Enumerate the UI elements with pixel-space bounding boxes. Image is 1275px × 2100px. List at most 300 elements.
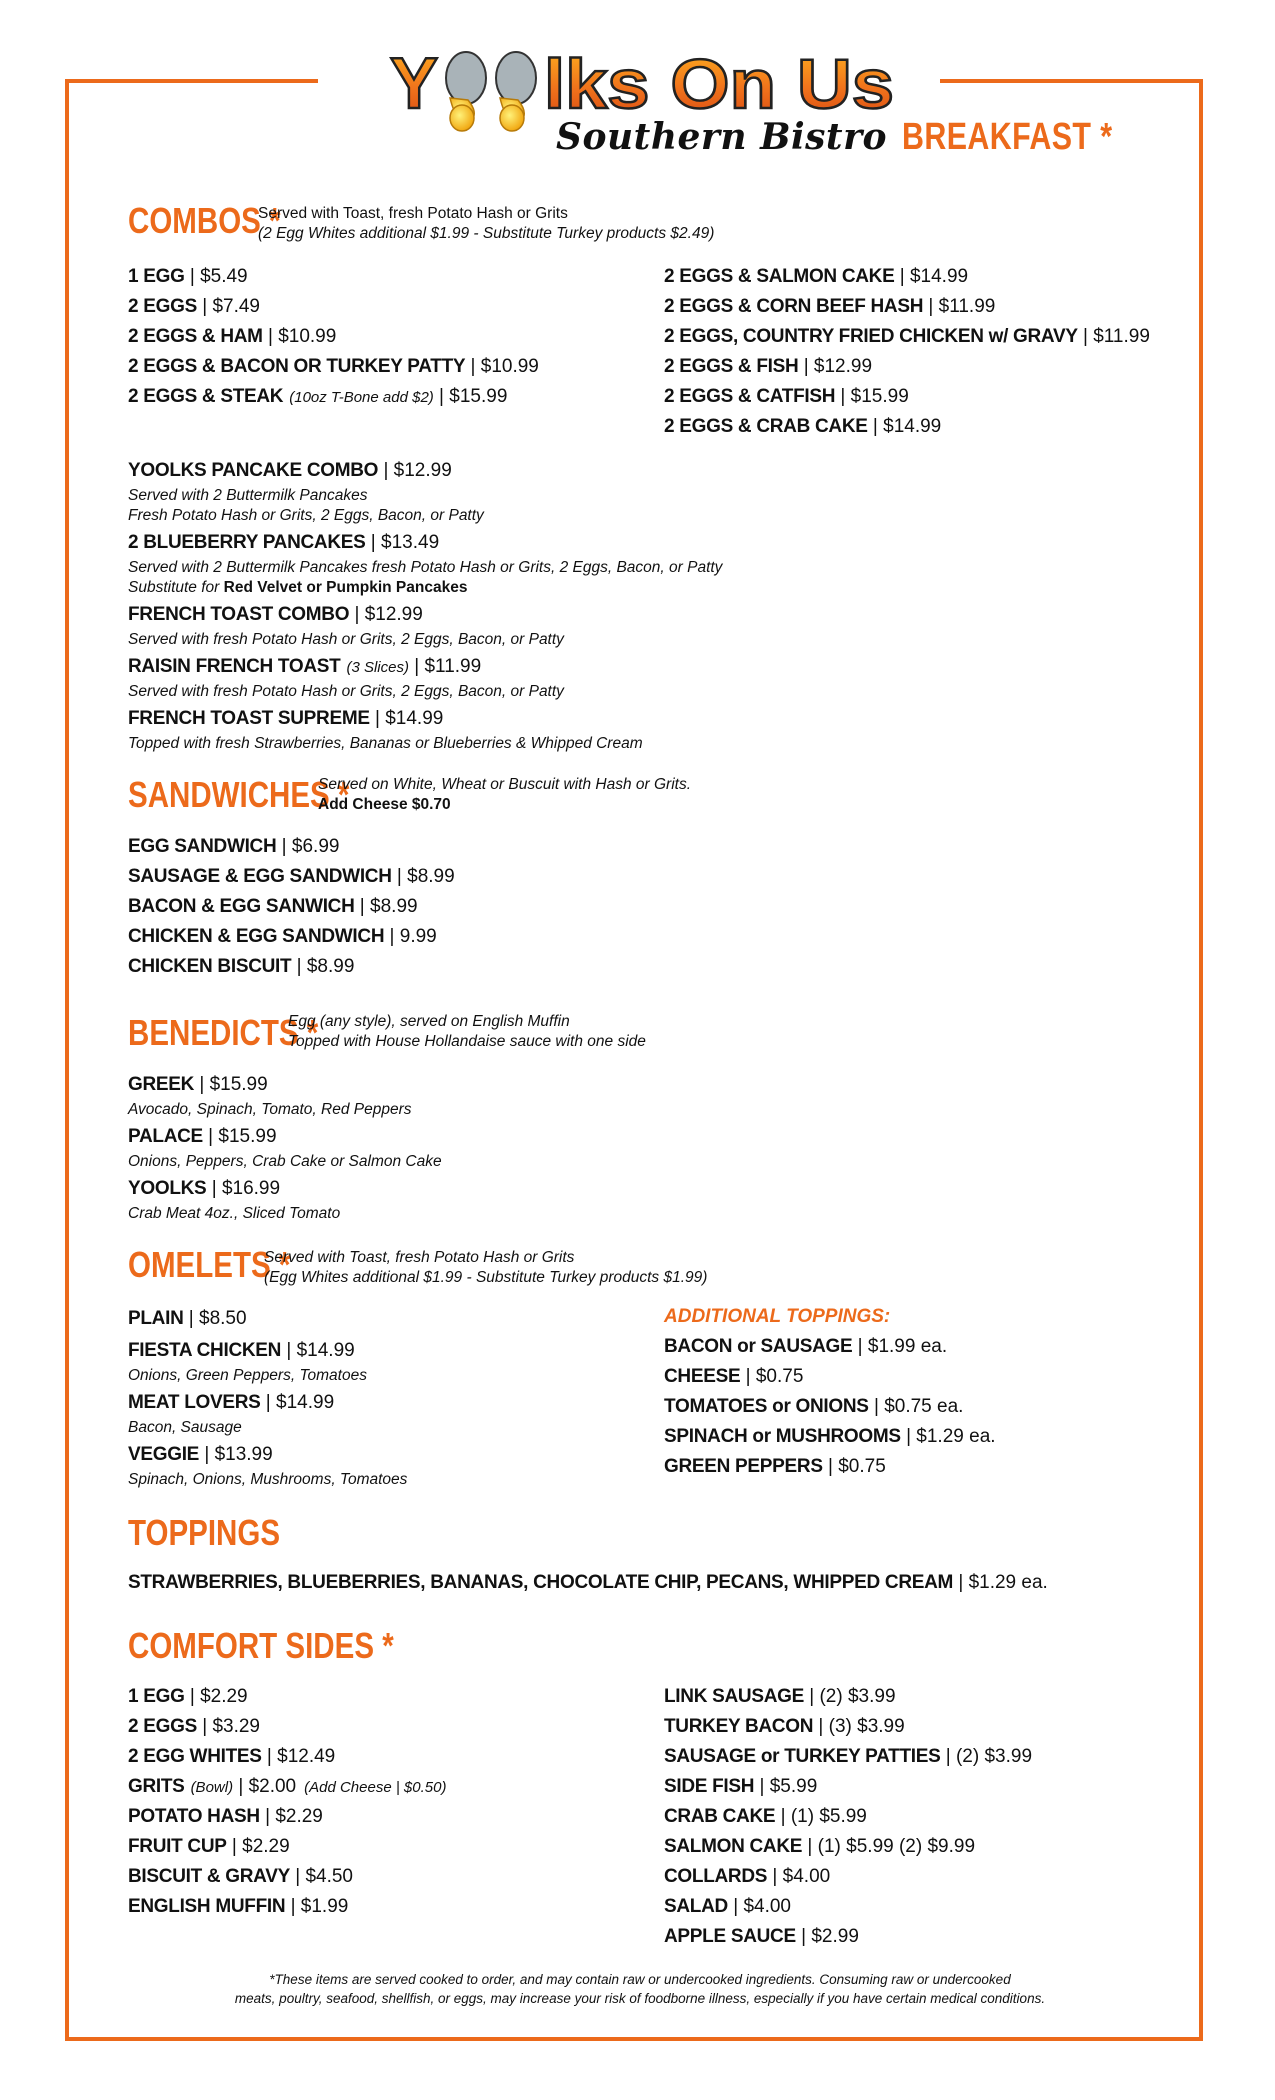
menu-item-separator: | bbox=[291, 956, 307, 977]
menu-item-description: Bacon, Sausage bbox=[128, 1419, 242, 1436]
menu-item-price: $8.99 bbox=[370, 896, 418, 917]
menu-item-name: 2 EGGS & CRAB CAKE bbox=[664, 416, 868, 437]
menu-item-row bbox=[128, 1336, 407, 1366]
menu-item bbox=[128, 704, 722, 754]
menu-item-price: $13.99 bbox=[214, 1444, 273, 1465]
menu-item-price: $1.99 ea. bbox=[867, 1336, 948, 1357]
combos-specials-list bbox=[128, 456, 722, 756]
menu-item-separator: | bbox=[923, 296, 939, 317]
menu-item-description: Topped with fresh Strawberries, Bananas or Blueberries & Whipped Cream bbox=[128, 735, 643, 752]
menu-item bbox=[664, 322, 1150, 352]
menu-item-price: $14.99 bbox=[385, 708, 444, 729]
menu-item bbox=[664, 1712, 1032, 1742]
menu-item-price: $15.99 bbox=[209, 1074, 268, 1095]
combos-note bbox=[258, 204, 714, 244]
menu-item-name: 2 EGGS & CORN BEEF HASH bbox=[664, 296, 924, 317]
menu-item-name: APPLE SAUCE bbox=[664, 1926, 796, 1947]
menu-item-row bbox=[128, 600, 722, 630]
menu-item-price: $15.99 bbox=[218, 1126, 277, 1147]
menu-item-description: Crab Meat 4oz., Sliced Tomato bbox=[128, 1205, 341, 1222]
disclaimer-line1: *These items are served cooked to order, and may contain raw or undercooked ingredients. Consuming raw or undercooked bbox=[269, 1972, 1011, 1987]
menu-item-name: FIESTA CHICKEN bbox=[128, 1340, 282, 1361]
menu-item-row bbox=[128, 1122, 442, 1152]
menu-item-price: $12.99 bbox=[364, 604, 423, 625]
additional-toppings-list bbox=[664, 1332, 996, 1482]
menu-item-name: COLLARDS bbox=[664, 1866, 768, 1887]
menu-item-row bbox=[664, 1772, 1032, 1802]
menu-item bbox=[664, 1892, 1032, 1922]
menu-item bbox=[128, 456, 722, 526]
menu-item bbox=[664, 1362, 996, 1392]
menu-item-name: FRUIT CUP bbox=[128, 1836, 227, 1857]
menu-item-separator: | bbox=[196, 296, 213, 317]
menu-item-separator: | bbox=[822, 1456, 839, 1477]
menu-item-price: $12.99 bbox=[813, 356, 873, 377]
menu-item bbox=[664, 1682, 1032, 1712]
menu-item bbox=[664, 1742, 1032, 1772]
menu-item-name: POTATO HASH bbox=[128, 1806, 260, 1827]
menu-item-name: RAISIN FRENCH TOAST bbox=[128, 656, 341, 677]
menu-item-price: $14.99 bbox=[909, 266, 969, 287]
menu-item-separator: | bbox=[868, 1396, 885, 1417]
menu-item-separator: | bbox=[261, 1746, 278, 1767]
menu-item-row bbox=[664, 382, 1150, 412]
menu-item-name: YOOLKS bbox=[128, 1178, 207, 1199]
substitute-options: Red Velvet or Pumpkin Pancakes bbox=[223, 579, 468, 596]
menu-item-name: 2 EGGS & HAM bbox=[128, 326, 263, 347]
menu-item-separator: | bbox=[260, 1392, 277, 1413]
menu-item-separator: | bbox=[1077, 326, 1094, 347]
menu-item-price: $14.99 bbox=[276, 1392, 335, 1413]
menu-item-row bbox=[128, 652, 722, 682]
menu-item-price: $12.99 bbox=[393, 460, 452, 481]
menu-item-name: 2 EGGS bbox=[128, 296, 197, 317]
menu-item bbox=[128, 1832, 446, 1862]
menu-item-separator: | bbox=[835, 386, 851, 407]
page-title: BREAKFAST * bbox=[902, 116, 1113, 158]
menu-item-row bbox=[128, 862, 455, 892]
menu-item-separator: | bbox=[727, 1896, 744, 1917]
menu-item-name: PLAIN bbox=[128, 1308, 184, 1329]
menu-item-price: $2.29 bbox=[242, 1836, 290, 1857]
combos-left-list bbox=[128, 262, 539, 412]
menu-item-name: PALACE bbox=[128, 1126, 203, 1147]
menu-item-separator: | bbox=[378, 460, 394, 481]
menu-item-price: $5.49 bbox=[200, 266, 248, 287]
menu-item-price: $8.99 bbox=[306, 956, 355, 977]
menu-item bbox=[664, 1772, 1032, 1802]
menu-item bbox=[128, 922, 455, 952]
menu-item-separator: | bbox=[391, 866, 408, 887]
omelets-note-line2: (Egg Whites additional $1.99 - Substitute Turkey products $1.99) bbox=[264, 1269, 708, 1286]
menu-item bbox=[664, 1862, 1032, 1892]
menu-item-separator: | bbox=[754, 1776, 770, 1797]
menu-item-name: GREEK bbox=[128, 1074, 195, 1095]
menu-item-row bbox=[128, 1174, 442, 1204]
menu-item-row bbox=[664, 352, 1150, 382]
menu-item bbox=[128, 1712, 446, 1742]
menu-item-separator: | bbox=[276, 836, 292, 857]
menu-item-row bbox=[128, 456, 722, 486]
menu-item-price: $8.50 bbox=[199, 1308, 247, 1329]
menu-item bbox=[128, 1742, 446, 1772]
menu-item bbox=[128, 1892, 446, 1922]
menu-item-separator: | bbox=[365, 532, 382, 553]
menu-item-description: Served with 2 Buttermilk Pancakes bbox=[128, 487, 368, 504]
menu-item bbox=[128, 1772, 446, 1802]
combos-note-line2: (2 Egg Whites additional $1.99 - Substitute Turkey products $2.49) bbox=[258, 225, 715, 242]
sides-left-list bbox=[128, 1682, 446, 1922]
menu-item-row bbox=[664, 412, 1150, 442]
menu-item bbox=[128, 1682, 446, 1712]
menu-item bbox=[128, 1388, 407, 1438]
menu-item bbox=[128, 1802, 446, 1832]
menu-item-price: (2) $3.99 bbox=[819, 1686, 896, 1707]
omelets-note bbox=[264, 1248, 707, 1288]
menu-item bbox=[128, 892, 455, 922]
menu-item-name: 2 EGGS & BACON OR TURKEY PATTY bbox=[128, 356, 466, 377]
menu-item-row bbox=[128, 262, 539, 292]
menu-item-price: $1.99 bbox=[300, 1896, 349, 1917]
menu-item-name: GREEN PEPPERS bbox=[664, 1456, 823, 1477]
menu-item-price: $15.99 bbox=[850, 386, 909, 407]
menu-item-name: FRENCH TOAST SUPREME bbox=[128, 708, 370, 729]
menu-item bbox=[664, 352, 1150, 382]
menu-item-separator: | bbox=[196, 1716, 213, 1737]
menu-item-price: 9.99 bbox=[399, 926, 437, 947]
menu-item-separator: | bbox=[226, 1836, 243, 1857]
menu-item-name: 1 EGG bbox=[128, 266, 185, 287]
menu-item-separator: | bbox=[369, 708, 386, 729]
menu-item-name: BACON or SAUSAGE bbox=[664, 1336, 853, 1357]
menu-item bbox=[664, 1332, 996, 1362]
menu-item-price: $0.75 ea. bbox=[884, 1396, 964, 1417]
menu-item-separator: | bbox=[867, 416, 884, 437]
menu-item-name: 1 EGG bbox=[128, 1686, 185, 1707]
sandwiches-list bbox=[128, 832, 455, 982]
menu-item-separator: | bbox=[184, 1686, 201, 1707]
sandwiches-note-line1: Served on White, Wheat or Buscuit with Hash or Grits. bbox=[318, 776, 691, 793]
menu-item-price: $13.49 bbox=[381, 532, 440, 553]
menu-item-row bbox=[664, 1832, 1032, 1862]
menu-item-price: $10.99 bbox=[278, 326, 337, 347]
menu-item bbox=[664, 1392, 996, 1422]
menu-item-separator: | bbox=[354, 896, 371, 917]
menu-item-row bbox=[128, 1304, 407, 1334]
menu-item bbox=[128, 292, 539, 322]
menu-item-name: CHEESE bbox=[664, 1366, 741, 1387]
menu-item bbox=[664, 292, 1150, 322]
menu-item-description: Served with fresh Potato Hash or Grits, 2 Eggs, Bacon, or Patty bbox=[128, 683, 564, 700]
menu-item-row bbox=[664, 322, 1150, 352]
menu-item-row bbox=[664, 1392, 996, 1422]
menu-item-price: (3) $3.99 bbox=[828, 1716, 905, 1737]
menu-item-name: TURKEY BACON bbox=[664, 1716, 814, 1737]
substitute-prefix: Substitute for bbox=[128, 579, 224, 596]
menu-item-name: MEAT LOVERS bbox=[128, 1392, 261, 1413]
menu-item-description: Served with 2 Buttermilk Pancakes fresh Potato Hash or Grits, 2 Eggs, Bacon, or Patty bbox=[128, 559, 723, 576]
disclaimer bbox=[120, 1970, 1160, 2008]
omelets-title: OMELETS * bbox=[128, 1244, 291, 1285]
menu-item-name: GRITS bbox=[128, 1776, 185, 1797]
menu-item-separator: | bbox=[433, 386, 450, 407]
menu-item-separator: | bbox=[767, 1866, 783, 1887]
menu-item bbox=[128, 1304, 407, 1334]
menu-item bbox=[128, 1440, 407, 1490]
menu-item-row bbox=[664, 1682, 1032, 1712]
menu-item-separator: | bbox=[262, 326, 279, 347]
menu-item-price: $2.29 bbox=[200, 1686, 248, 1707]
additional-toppings bbox=[664, 1302, 996, 1482]
menu-item bbox=[128, 1862, 446, 1892]
menu-item-name: 2 EGGS & FISH bbox=[664, 356, 799, 377]
menu-item-name: 2 BLUEBERRY PANCAKES bbox=[128, 532, 366, 553]
benedicts-note-line1: Egg (any style), served on English Muffin bbox=[288, 1013, 570, 1030]
menu-item-name: CHICKEN BISCUIT bbox=[128, 956, 292, 977]
menu-item-price: $11.99 bbox=[1093, 326, 1150, 347]
menu-item-price: $4.50 bbox=[305, 1866, 353, 1887]
svg-text:Y: Y bbox=[390, 44, 439, 124]
menu-item-row bbox=[128, 952, 455, 982]
menu-item bbox=[128, 382, 539, 412]
menu-item-separator: | bbox=[852, 1336, 868, 1357]
menu-item-row bbox=[128, 292, 539, 322]
menu-item-price: $15.99 bbox=[449, 386, 508, 407]
menu-item bbox=[664, 382, 1150, 412]
menu-item-price: $2.00 bbox=[248, 1776, 297, 1797]
menu-item-description: Spinach, Onions, Mushrooms, Tomatoes bbox=[128, 1471, 408, 1488]
menu-item-separator: | bbox=[233, 1776, 249, 1797]
menu-item-price: $8.99 bbox=[407, 866, 455, 887]
menu-item bbox=[664, 1922, 1032, 1952]
menu-item-price: $12.49 bbox=[277, 1746, 336, 1767]
menu-item-extra: (3 Slices) bbox=[346, 659, 409, 676]
additional-toppings-title: ADDITIONAL TOPPINGS: bbox=[664, 1306, 891, 1327]
menu-item-price: (1) $5.99 bbox=[790, 1806, 867, 1827]
menu-item-separator: | bbox=[803, 1686, 820, 1707]
menu-item bbox=[128, 262, 539, 292]
menu-item-name: 2 EGGS bbox=[128, 1716, 197, 1737]
omelets-list bbox=[128, 1304, 407, 1492]
menu-item-description: Avocado, Spinach, Tomato, Red Peppers bbox=[128, 1101, 412, 1118]
toppings-line-sep: | bbox=[953, 1572, 969, 1593]
menu-item-price: $16.99 bbox=[221, 1178, 281, 1199]
menu-item-row bbox=[664, 292, 1150, 322]
menu-item-row bbox=[664, 1802, 1032, 1832]
menu-item-price: $0.75 bbox=[755, 1366, 804, 1387]
menu-item-name: CHICKEN & EGG SANDWICH bbox=[128, 926, 385, 947]
menu-item-name: SIDE FISH bbox=[664, 1776, 755, 1797]
menu-item-row bbox=[664, 262, 1150, 292]
menu-item-name: SALMON CAKE bbox=[664, 1836, 803, 1857]
menu-item-extra: (Bowl) bbox=[190, 1779, 234, 1796]
menu-item-price: $14.99 bbox=[296, 1340, 355, 1361]
menu-item-separator: | bbox=[206, 1178, 222, 1199]
menu-item-name: 2 EGGS & STEAK bbox=[128, 386, 284, 407]
menu-item-row bbox=[128, 322, 539, 352]
menu-item-row bbox=[128, 832, 455, 862]
benedicts-note bbox=[288, 1012, 646, 1052]
menu-item-separator: | bbox=[798, 356, 814, 377]
menu-item-price: $14.99 bbox=[883, 416, 942, 437]
menu-item-name: SPINACH or MUSHROOMS bbox=[664, 1426, 901, 1447]
omelets-note-line1: Served with Toast, fresh Potato Hash or Grits bbox=[264, 1249, 575, 1266]
menu-item-name: SAUSAGE or TURKEY PATTIES bbox=[664, 1746, 941, 1767]
menu-item-row bbox=[664, 1742, 1032, 1772]
menu-item-row bbox=[128, 704, 722, 734]
menu-item-price: $11.99 bbox=[424, 656, 482, 677]
menu-item-row bbox=[128, 1892, 446, 1922]
menu-item bbox=[128, 952, 455, 982]
menu-item-name: SAUSAGE & EGG SANDWICH bbox=[128, 866, 392, 887]
menu-item-separator: | bbox=[940, 1746, 956, 1767]
menu-item-name: EGG SANDWICH bbox=[128, 836, 277, 857]
menu-item-price: $11.99 bbox=[938, 296, 996, 317]
menu-item-name: 2 EGG WHITES bbox=[128, 1746, 262, 1767]
menu-item-separator: | bbox=[202, 1126, 219, 1147]
menu-item-name: BISCUIT & GRAVY bbox=[128, 1866, 290, 1887]
menu-item-row bbox=[128, 1440, 407, 1470]
menu-item bbox=[664, 1802, 1032, 1832]
menu-item bbox=[128, 1122, 442, 1172]
menu-item-row bbox=[664, 1892, 1032, 1922]
menu-item-row bbox=[128, 892, 455, 922]
menu-item-separator: | bbox=[813, 1716, 829, 1737]
menu-item-row bbox=[128, 352, 539, 382]
menu-item-separator: | bbox=[259, 1806, 276, 1827]
menu-item-row bbox=[128, 1070, 442, 1100]
menu-item bbox=[664, 412, 1150, 442]
menu-item bbox=[128, 1174, 442, 1224]
menu-item-price: $4.00 bbox=[782, 1866, 831, 1887]
menu-item-row bbox=[664, 1362, 996, 1392]
menu-item-name: 2 EGGS, COUNTRY FRIED CHICKEN w/ GRAVY bbox=[664, 326, 1078, 347]
menu-item-price: $2.29 bbox=[275, 1806, 323, 1827]
menu-item bbox=[664, 1832, 1032, 1862]
menu-item-description: Onions, Peppers, Crab Cake or Salmon Cake bbox=[128, 1153, 442, 1170]
menu-item-row bbox=[128, 1712, 446, 1742]
svg-text:lks On Us: lks On Us bbox=[544, 45, 894, 123]
menu-item bbox=[128, 322, 539, 352]
menu-item-name: SALAD bbox=[664, 1896, 728, 1917]
menu-item-row bbox=[128, 1802, 446, 1832]
menu-item-price: (1) $5.99 (2) $9.99 bbox=[817, 1836, 976, 1857]
menu-item-row bbox=[664, 1712, 1032, 1742]
menu-item-price: $5.99 bbox=[769, 1776, 818, 1797]
menu-item-name: 2 EGGS & SALMON CAKE bbox=[664, 266, 895, 287]
toppings-line bbox=[128, 1568, 1048, 1598]
menu-item-price: $4.00 bbox=[743, 1896, 791, 1917]
menu-item bbox=[128, 862, 455, 892]
menu-item bbox=[128, 652, 722, 702]
menu-item-price: $6.99 bbox=[291, 836, 340, 857]
sandwiches-note-line2: Add Cheese $0.70 bbox=[318, 796, 451, 813]
combos-title: COMBOS * bbox=[128, 200, 281, 241]
menu-item-name: YOOLKS PANCAKE COMBO bbox=[128, 460, 379, 481]
menu-item-row bbox=[664, 1422, 996, 1452]
menu-item bbox=[128, 1070, 442, 1120]
menu-item-separator: | bbox=[183, 1308, 200, 1329]
disclaimer-line2: meats, poultry, seafood, shellfish, or eggs, may increase your risk of foodborne illness, especially if you have certain medical conditions. bbox=[234, 1991, 1046, 2006]
menu-item-separator: | bbox=[900, 1426, 917, 1447]
menu-item-name: LINK SAUSAGE bbox=[664, 1686, 804, 1707]
menu-item bbox=[128, 600, 722, 650]
benedicts-note-line2: Topped with House Hollandaise sauce with one side bbox=[288, 1033, 646, 1050]
toppings-title: TOPPINGS bbox=[128, 1512, 281, 1553]
menu-item-separator: | bbox=[349, 604, 365, 625]
menu-item-row bbox=[128, 922, 455, 952]
menu-item bbox=[664, 262, 1150, 292]
menu-item-separator: | bbox=[775, 1806, 791, 1827]
menu-item-description: Fresh Potato Hash or Grits, 2 Eggs, Bacon, or Patty bbox=[128, 507, 484, 524]
menu-item-description: Onions, Green Peppers, Tomatoes bbox=[128, 1367, 367, 1384]
menu-item-name: 2 EGGS & CATFISH bbox=[664, 386, 836, 407]
sides-title: COMFORT SIDES * bbox=[128, 1625, 394, 1666]
menu-item-separator: | bbox=[384, 926, 400, 947]
menu-item-row bbox=[664, 1332, 996, 1362]
menu-item-price: $10.99 bbox=[480, 356, 539, 377]
sides-right-list bbox=[664, 1682, 1032, 1952]
menu-item-separator: | bbox=[802, 1836, 818, 1857]
menu-item-row bbox=[128, 1772, 446, 1802]
menu-item-row bbox=[128, 1862, 446, 1892]
menu-item-separator: | bbox=[894, 266, 910, 287]
menu-item-separator: | bbox=[194, 1074, 210, 1095]
menu-item bbox=[128, 1336, 407, 1386]
logo-subtitle: Southern Bistro bbox=[556, 116, 888, 158]
menu-item-separator: | bbox=[289, 1866, 306, 1887]
menu-item-extra: (10oz T-Bone add $2) bbox=[289, 389, 434, 406]
restaurant-logo bbox=[388, 44, 908, 168]
toppings-line-price: $1.29 ea. bbox=[968, 1572, 1048, 1593]
menu-item-row bbox=[128, 528, 722, 558]
benedicts-title: BENEDICTS * bbox=[128, 1012, 319, 1053]
menu-item bbox=[664, 1452, 996, 1482]
menu-item-separator: | bbox=[408, 656, 425, 677]
benedicts-list bbox=[128, 1070, 442, 1226]
menu-item-row bbox=[664, 1452, 996, 1482]
menu-item-separator: | bbox=[465, 356, 481, 377]
menu-item-price: $1.29 ea. bbox=[916, 1426, 996, 1447]
menu-item-row bbox=[664, 1922, 1032, 1952]
menu-item-row bbox=[128, 1388, 407, 1418]
toppings-line-name: STRAWBERRIES, BLUEBERRIES, BANANAS, CHOCOLATE CHIP, PECANS, WHIPPED CREAM bbox=[128, 1572, 954, 1593]
menu-item-price: $7.49 bbox=[212, 296, 260, 317]
menu-item-price: $3.29 bbox=[212, 1716, 260, 1737]
sandwiches-note bbox=[318, 775, 691, 815]
menu-item-row bbox=[128, 1742, 446, 1772]
menu-item-extra-note: (Add Cheese | $0.50) bbox=[304, 1779, 447, 1796]
menu-item-description: Served with fresh Potato Hash or Grits, 2 Eggs, Bacon, or Patty bbox=[128, 631, 564, 648]
menu-item-name: TOMATOES or ONIONS bbox=[664, 1396, 869, 1417]
menu-item bbox=[128, 832, 455, 862]
menu-item-separator: | bbox=[285, 1896, 301, 1917]
menu-item-separator: | bbox=[184, 266, 201, 287]
menu-item-separator: | bbox=[795, 1926, 812, 1947]
menu-item-name: CRAB CAKE bbox=[664, 1806, 776, 1827]
menu-item-name: VEGGIE bbox=[128, 1444, 200, 1465]
menu-item-price: (2) $3.99 bbox=[955, 1746, 1033, 1767]
combos-note-line1: Served with Toast, fresh Potato Hash or Grits bbox=[258, 205, 568, 222]
menu-item-name: BACON & EGG SANWICH bbox=[128, 896, 355, 917]
menu-item bbox=[664, 1422, 996, 1452]
menu-item bbox=[128, 528, 722, 598]
menu-item-separator: | bbox=[281, 1340, 297, 1361]
menu-item-price: $0.75 bbox=[838, 1456, 886, 1477]
menu-item-row bbox=[128, 1832, 446, 1862]
menu-item-price: $2.99 bbox=[811, 1926, 859, 1947]
menu-item-name: FRENCH TOAST COMBO bbox=[128, 604, 350, 625]
